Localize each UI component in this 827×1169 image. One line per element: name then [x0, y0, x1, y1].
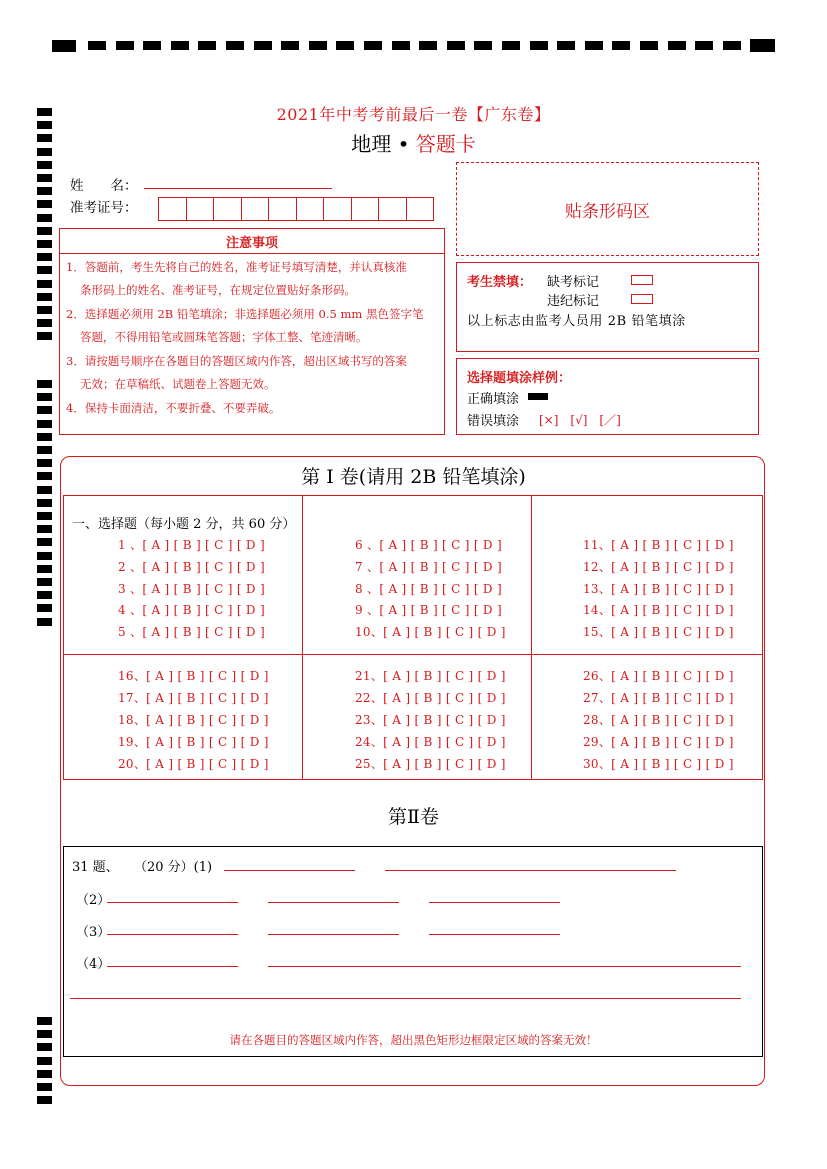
- left-timing-mark: [37, 1070, 52, 1078]
- q31-2-blank-c[interactable]: [429, 902, 560, 903]
- left-timing-mark: [37, 266, 52, 274]
- mc-grid-hline: [63, 654, 763, 655]
- top-timing-mark: [447, 41, 465, 50]
- notice-item-3a: 3．请按题号顺序在各题目的答题区域内作答，超出区域书写的答案: [66, 354, 407, 368]
- barcode-label: 贴条形码区: [565, 202, 650, 222]
- mc-question-16[interactable]: 16、[ A ] [ B ] [ C ] [ D ]: [118, 669, 269, 683]
- mc-question-11[interactable]: 11、[ A ] [ B ] [ C ] [ D ]: [583, 538, 734, 552]
- left-timing-mark: [37, 227, 52, 235]
- top-timing-mark: [640, 41, 658, 50]
- mc-grid-vline-2: [531, 495, 532, 780]
- left-timing-mark: [37, 1017, 52, 1025]
- left-timing-mark: [37, 319, 52, 327]
- top-timing-mark: [585, 41, 603, 50]
- mc-grid-vline-1: [302, 495, 303, 780]
- q31-3-label: （3）: [76, 925, 111, 940]
- mc-question-19[interactable]: 19、[ A ] [ B ] [ C ] [ D ]: [118, 735, 269, 749]
- q31-score: （20 分）(1): [134, 860, 213, 875]
- top-timing-mark: [612, 41, 630, 50]
- top-timing-mark: [198, 41, 216, 50]
- mc-question-27[interactable]: 27、[ A ] [ B ] [ C ] [ D ]: [583, 691, 734, 705]
- left-timing-mark: [37, 525, 52, 533]
- mc-question-9[interactable]: 9 、[ A ] [ B ] [ C ] [ D ]: [355, 603, 502, 617]
- left-timing-mark: [37, 433, 52, 441]
- left-timing-mark: [37, 406, 52, 414]
- top-timing-mark: [668, 41, 686, 50]
- mc-question-1[interactable]: 1 、[ A ] [ B ] [ C ] [ D ]: [118, 538, 265, 552]
- left-timing-mark: [37, 393, 52, 401]
- part2-title: 第Ⅱ卷: [388, 806, 439, 828]
- notice-item-2a: 2．选择题必须用 2B 铅笔填涂；非选择题必须用 0.5 mm 黑色签字笔: [66, 307, 424, 321]
- top-timing-mark: [557, 41, 575, 50]
- top-timing-mark: [226, 41, 244, 50]
- left-timing-mark: [37, 280, 52, 288]
- top-timing-mark: [364, 41, 382, 50]
- id-digit-box[interactable]: [406, 197, 435, 221]
- notice-box: [59, 228, 445, 435]
- q31-4-label: （4）: [76, 957, 111, 972]
- mc-question-4[interactable]: 4 、[ A ] [ B ] [ C ] [ D ]: [118, 603, 265, 617]
- left-timing-mark: [37, 380, 52, 388]
- left-timing-mark: [37, 499, 52, 507]
- absent-checkbox[interactable]: [631, 275, 653, 285]
- top-timing-mark: [309, 41, 327, 50]
- violation-checkbox[interactable]: [631, 294, 653, 304]
- left-timing-mark: [37, 538, 52, 546]
- absent-label: 缺考标记: [547, 275, 600, 290]
- top-timing-mark: [530, 41, 548, 50]
- left-timing-mark: [37, 1083, 52, 1091]
- notice-item-3b: 无效；在草稿纸、试题卷上答题无效。: [80, 377, 276, 391]
- mc-question-10[interactable]: 10、[ A ] [ B ] [ C ] [ D ]: [355, 625, 506, 639]
- wrong-marks: [×] [√] [／]: [539, 413, 621, 427]
- left-timing-mark: [37, 565, 52, 573]
- left-timing-mark: [37, 446, 52, 454]
- top-timing-mark: [52, 40, 76, 52]
- id-digit-box[interactable]: [268, 197, 297, 221]
- left-timing-mark: [37, 306, 52, 314]
- top-timing-mark: [336, 41, 354, 50]
- forbidden-note: 以上标志由监考人员用 2B 铅笔填涂: [467, 314, 686, 329]
- mc-question-18[interactable]: 18、[ A ] [ B ] [ C ] [ D ]: [118, 713, 269, 727]
- left-timing-mark: [37, 1096, 52, 1104]
- q31-label: 31 题、: [72, 860, 119, 875]
- id-digit-box[interactable]: [186, 197, 215, 221]
- top-timing-mark: [254, 41, 272, 50]
- mc-question-6[interactable]: 6 、[ A ] [ B ] [ C ] [ D ]: [355, 538, 502, 552]
- mc-heading: 一、选择题（每小题 2 分，共 60 分）: [72, 517, 296, 532]
- mc-question-20[interactable]: 20、[ A ] [ B ] [ C ] [ D ]: [118, 757, 269, 771]
- mc-question-12[interactable]: 12、[ A ] [ B ] [ C ] [ D ]: [583, 560, 734, 574]
- top-timing-mark: [723, 41, 741, 50]
- id-digit-box[interactable]: [158, 197, 187, 221]
- mc-question-8[interactable]: 8 、[ A ] [ B ] [ C ] [ D ]: [355, 582, 502, 596]
- mc-question-26[interactable]: 26、[ A ] [ B ] [ C ] [ D ]: [583, 669, 734, 683]
- mc-question-13[interactable]: 13、[ A ] [ B ] [ C ] [ D ]: [583, 582, 734, 596]
- q31-2-label: （2）: [76, 893, 111, 908]
- top-timing-mark: [419, 41, 437, 50]
- left-timing-mark: [37, 240, 52, 248]
- forbidden-title: 考生禁填：: [467, 275, 533, 290]
- mc-question-14[interactable]: 14、[ A ] [ B ] [ C ] [ D ]: [583, 603, 734, 617]
- notice-item-2b: 答题，不得用铅笔或圆珠笔答题；字体工整、笔迹清晰。: [80, 330, 368, 344]
- subject-heading: [0, 128, 827, 157]
- q31-4-blank-a[interactable]: [107, 966, 238, 967]
- notice-divider: [60, 253, 444, 254]
- card-label: 答题卡: [415, 132, 476, 156]
- mc-question-29[interactable]: 29、[ A ] [ B ] [ C ] [ D ]: [583, 735, 734, 749]
- mc-question-15[interactable]: 15、[ A ] [ B ] [ C ] [ D ]: [583, 625, 734, 639]
- sample-box: [456, 358, 759, 435]
- name-label: 姓 名：: [70, 178, 138, 194]
- q31-4-blank-c[interactable]: [70, 998, 741, 999]
- mc-question-21[interactable]: 21、[ A ] [ B ] [ C ] [ D ]: [355, 669, 506, 683]
- mc-question-30[interactable]: 30、[ A ] [ B ] [ C ] [ D ]: [583, 757, 734, 771]
- footer-warning: 请在各题目的答题区域内作答，超出黑色矩形边框限定区域的答案无效！: [229, 1033, 598, 1047]
- top-timing-mark: [88, 41, 106, 50]
- left-timing-mark: [37, 187, 52, 195]
- left-timing-mark: [37, 512, 52, 520]
- sample-title: 选择题填涂样例：: [467, 371, 572, 386]
- top-timing-mark: [281, 41, 299, 50]
- id-digit-box[interactable]: [378, 197, 407, 221]
- top-timing-mark: [474, 41, 492, 50]
- mc-question-23[interactable]: 23、[ A ] [ B ] [ C ] [ D ]: [355, 713, 506, 727]
- barcode-area: [456, 162, 759, 256]
- left-timing-mark: [37, 253, 52, 261]
- q31-3-blank-a[interactable]: [107, 934, 238, 935]
- correct-fill-sample: [528, 393, 548, 400]
- q31-1-blank-a[interactable]: [224, 870, 355, 871]
- part2-answer-box: [63, 846, 763, 1057]
- q31-2-blank-b[interactable]: [268, 902, 399, 903]
- id-digit-box[interactable]: [351, 197, 380, 221]
- id-digit-box[interactable]: [296, 197, 325, 221]
- q31-3-blank-b[interactable]: [268, 934, 399, 935]
- name-field[interactable]: [144, 188, 332, 189]
- mc-question-25[interactable]: 25、[ A ] [ B ] [ C ] [ D ]: [355, 757, 506, 771]
- q31-2-blank-a[interactable]: [107, 902, 238, 903]
- part1-title: 第 I 卷(请用 2B 铅笔填涂): [301, 466, 526, 488]
- id-digit-box[interactable]: [241, 197, 270, 221]
- top-timing-mark: [695, 41, 713, 50]
- id-digit-box[interactable]: [213, 197, 242, 221]
- top-timing-mark: [171, 41, 189, 50]
- top-timing-mark: [750, 39, 775, 52]
- left-timing-mark: [37, 420, 52, 428]
- left-timing-mark: [37, 591, 52, 599]
- left-timing-mark: [37, 1057, 52, 1065]
- notice-item-4: 4．保持卡面清洁，不要折叠、不要弄破。: [66, 401, 281, 415]
- top-timing-mark: [392, 41, 410, 50]
- wrong-label: 错误填涂: [467, 414, 520, 429]
- mc-question-3[interactable]: 3 、[ A ] [ B ] [ C ] [ D ]: [118, 582, 265, 596]
- id-digit-box[interactable]: [323, 197, 352, 221]
- left-timing-mark: [37, 332, 52, 340]
- correct-label: 正确填涂: [467, 392, 520, 407]
- left-timing-mark: [37, 618, 52, 626]
- left-timing-mark: [37, 604, 52, 612]
- top-timing-mark: [143, 41, 161, 50]
- notice-title: 注意事项: [225, 236, 278, 251]
- left-timing-mark: [37, 293, 52, 301]
- mc-question-7[interactable]: 7 、[ A ] [ B ] [ C ] [ D ]: [355, 560, 502, 574]
- mc-question-2[interactable]: 2 、[ A ] [ B ] [ C ] [ D ]: [118, 560, 265, 574]
- violation-label: 违纪标记: [547, 294, 600, 309]
- left-timing-mark: [37, 578, 52, 586]
- subject-name: 地理: [351, 132, 392, 156]
- mc-question-17[interactable]: 17、[ A ] [ B ] [ C ] [ D ]: [118, 691, 269, 705]
- mc-question-22[interactable]: 22、[ A ] [ B ] [ C ] [ D ]: [355, 691, 506, 705]
- mc-question-28[interactable]: 28、[ A ] [ B ] [ C ] [ D ]: [583, 713, 734, 727]
- left-timing-mark: [37, 214, 52, 222]
- title-dot: •: [397, 132, 410, 156]
- notice-item-1b: 条形码上的姓名、准考证号，在规定位置贴好条形码。: [80, 283, 356, 297]
- exam-title: 2021年中考考前最后一卷【广东卷】: [276, 105, 551, 124]
- left-timing-mark: [37, 174, 52, 182]
- mc-question-5[interactable]: 5 、[ A ] [ B ] [ C ] [ D ]: [118, 625, 265, 639]
- notice-item-1a: 1．答题前，考生先将自己的姓名，准考证号填写清楚，并认真核准: [66, 260, 407, 274]
- left-timing-mark: [37, 161, 52, 169]
- forbidden-box: [456, 262, 759, 352]
- left-timing-mark: [37, 552, 52, 560]
- q31-3-blank-c[interactable]: [429, 934, 560, 935]
- q31-4-blank-b[interactable]: [268, 966, 741, 967]
- mc-question-24[interactable]: 24、[ A ] [ B ] [ C ] [ D ]: [355, 735, 506, 749]
- id-label: 准考证号：: [70, 200, 138, 216]
- left-timing-mark: [37, 200, 52, 208]
- top-timing-mark: [116, 41, 134, 50]
- top-timing-mark: [502, 41, 520, 50]
- q31-1-blank-b[interactable]: [385, 870, 676, 871]
